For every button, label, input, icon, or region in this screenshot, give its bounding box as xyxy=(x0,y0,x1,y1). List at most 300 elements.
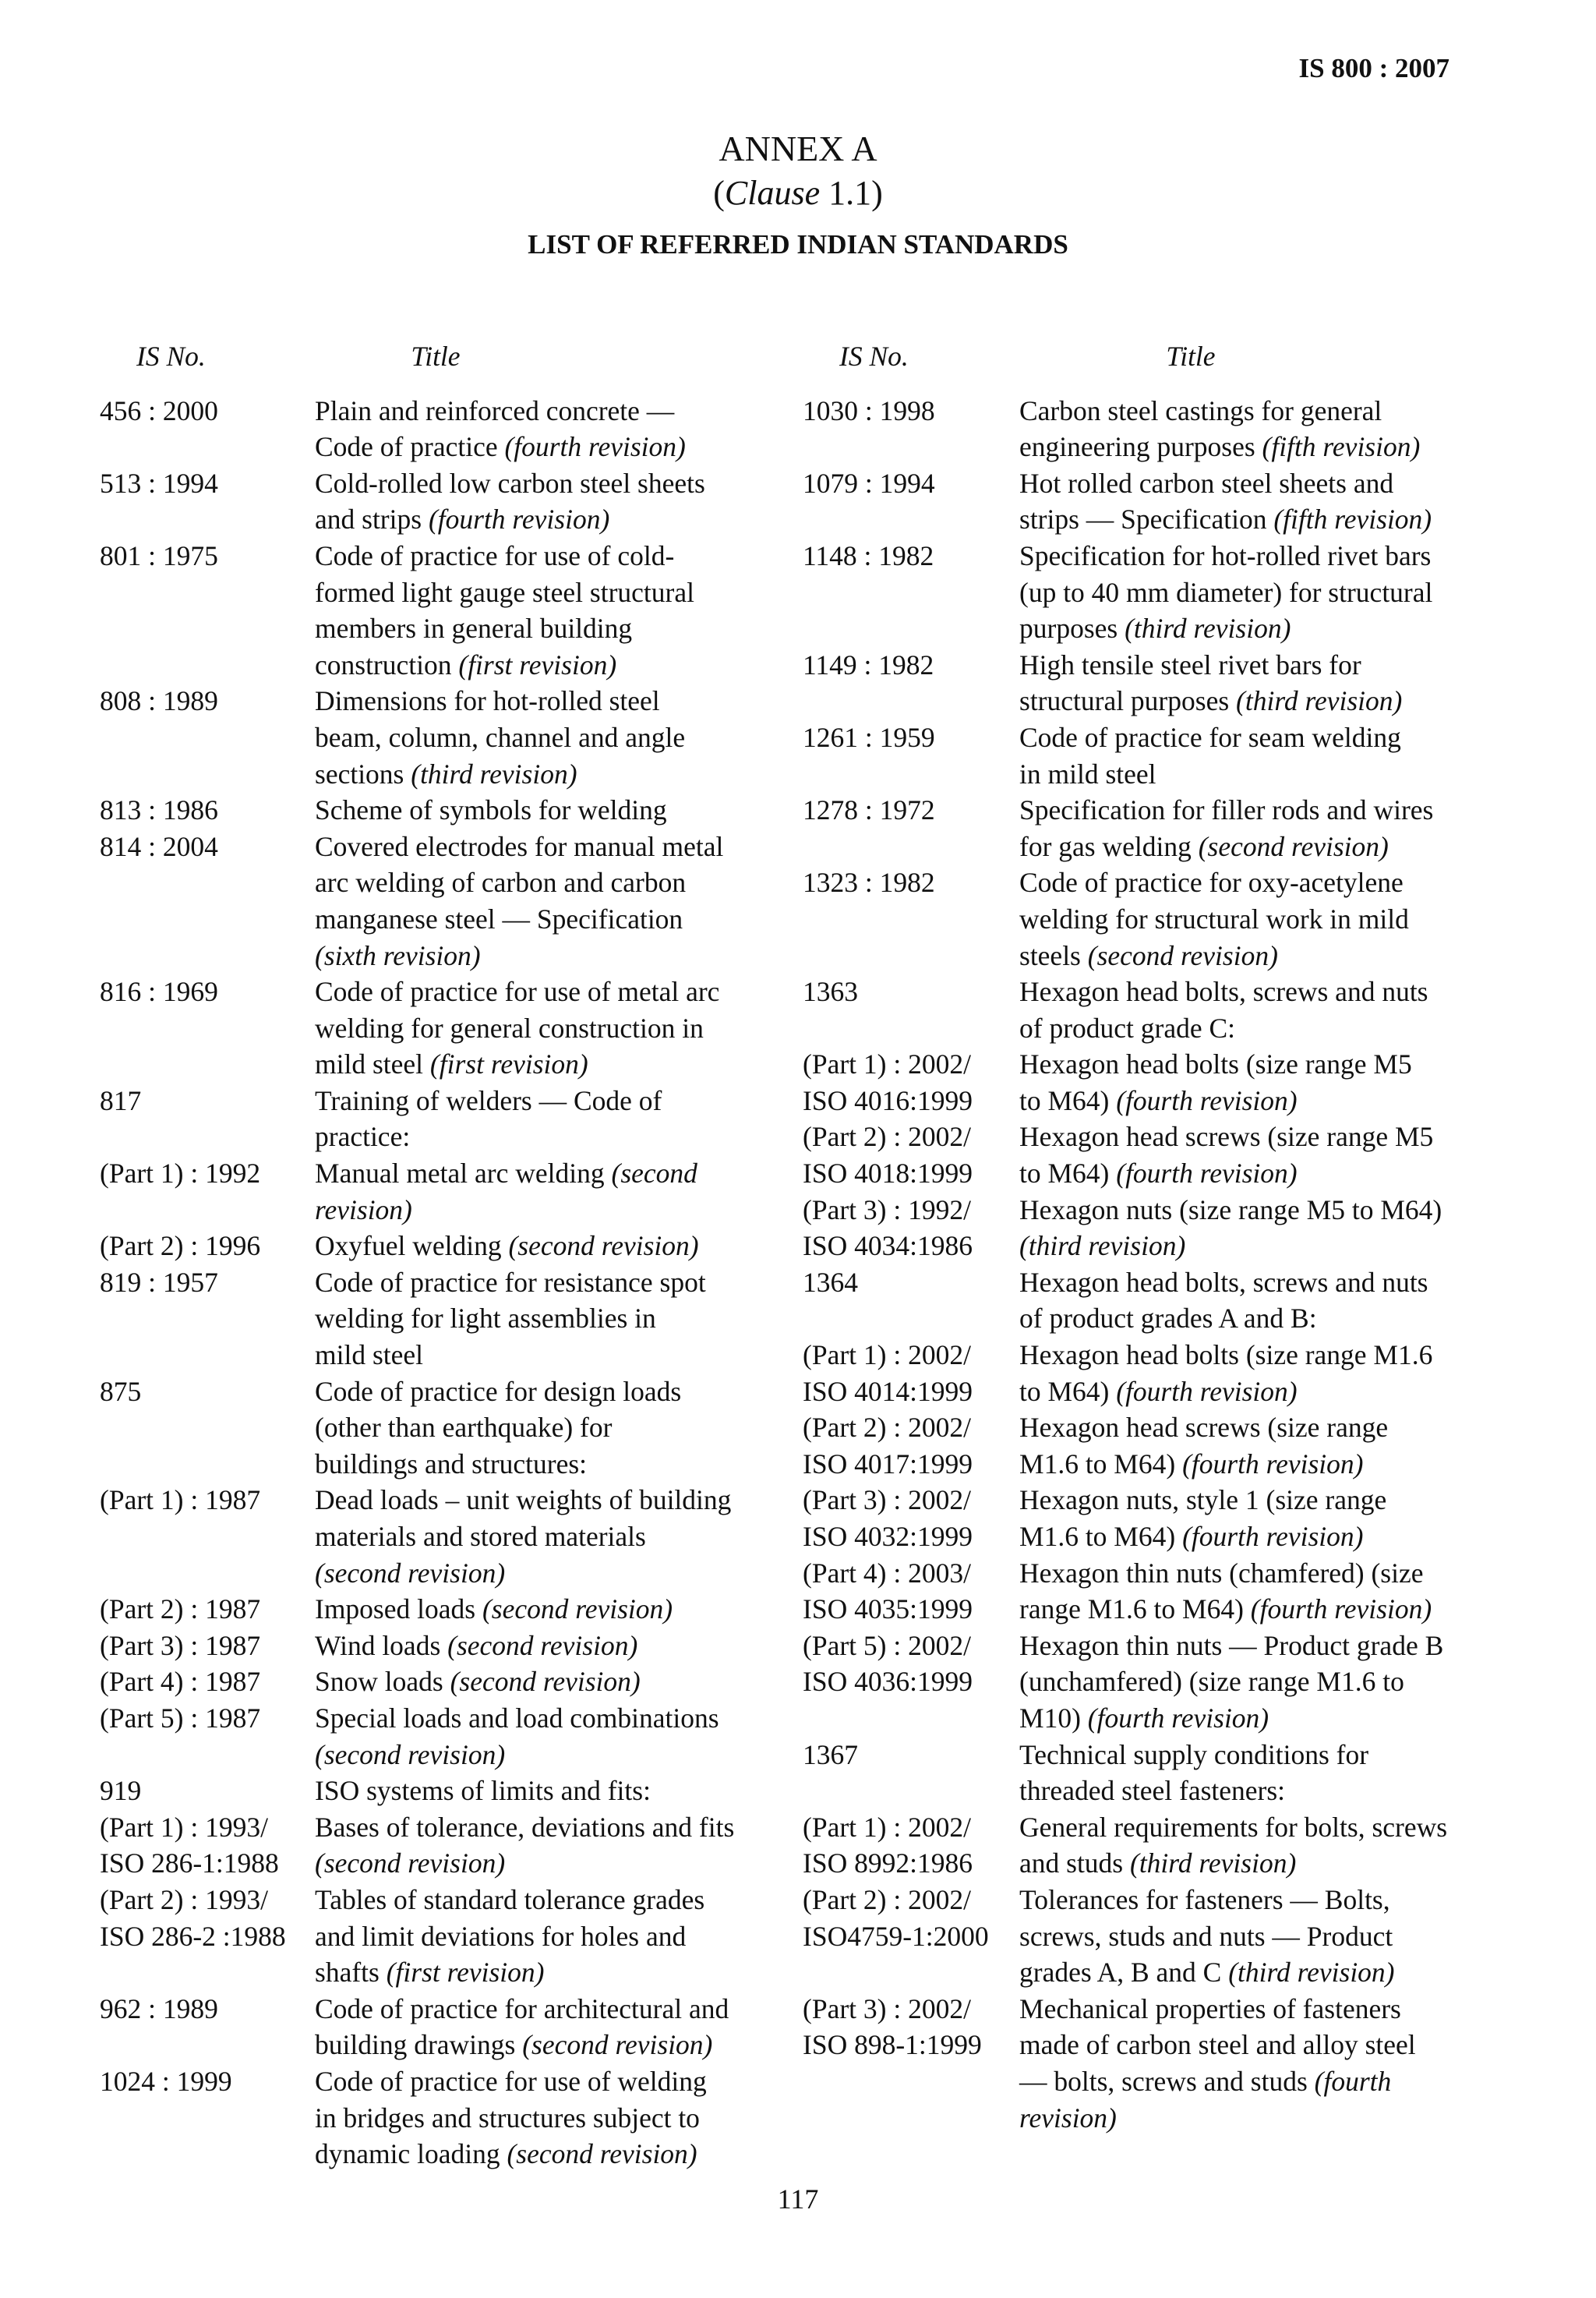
title-text: Code of practice for design loads xyxy=(315,1375,682,1407)
standard-line xyxy=(803,538,1462,574)
standard-title xyxy=(1019,901,1460,938)
is-number: (Part 3) : 2002/ xyxy=(803,1992,971,2024)
standard-title xyxy=(315,393,751,430)
standard-title xyxy=(315,756,751,793)
standard-line xyxy=(100,1482,759,1518)
is-number: 875 xyxy=(100,1375,142,1407)
title-text: to M64) xyxy=(1019,1375,1117,1407)
is-number: (Part 2) : 2002/ xyxy=(803,1412,971,1444)
standard-line xyxy=(803,792,1462,829)
revision-note: (third revision) xyxy=(1125,613,1291,645)
standard-title xyxy=(315,1010,751,1047)
title-text: screws, studs and nuts — Product xyxy=(1019,1920,1393,1952)
standard-title xyxy=(1019,574,1460,611)
standard-title xyxy=(315,2136,751,2172)
standard-title xyxy=(1019,1119,1460,1155)
is-number: 1278 : 1972 xyxy=(803,794,935,826)
is-number: ISO 4014:1999 xyxy=(803,1375,973,1407)
standard-line xyxy=(100,974,759,1010)
title-text: welding for general construction in xyxy=(315,1012,704,1044)
standard-line xyxy=(100,1446,759,1483)
is-number xyxy=(803,1773,1019,1809)
revision-note: (second revision) xyxy=(522,2029,713,2061)
title-text: made of carbon steel and alloy steel xyxy=(1019,2029,1416,2061)
is-number: 817 xyxy=(100,1084,142,1116)
title-text: Special loads and load combinations xyxy=(315,1702,719,1734)
is-number xyxy=(100,1337,315,1373)
is-number: (Part 2) : 1993/ xyxy=(100,1883,268,1915)
standard-line xyxy=(100,1228,759,1264)
is-number: ISO 4016:1999 xyxy=(803,1084,973,1116)
standard-line xyxy=(100,393,759,430)
standard-line xyxy=(100,1628,759,1664)
standard-title xyxy=(1019,1337,1460,1373)
title-text: (unchamfered) (size range M1.6 to xyxy=(1019,1666,1404,1698)
standard-title xyxy=(315,1991,751,2028)
clause-number: 1.1 xyxy=(828,174,872,212)
standard-line xyxy=(100,465,759,502)
standard-title xyxy=(1019,719,1460,756)
standard-title xyxy=(315,1083,751,1119)
standard-title xyxy=(315,1954,751,1991)
revision-note: (second revision) xyxy=(315,1557,506,1589)
standard-line xyxy=(100,1373,759,1410)
is-number: 1030 : 1998 xyxy=(803,394,935,426)
standard-line xyxy=(100,1918,759,1955)
title-text: practice: xyxy=(315,1121,411,1153)
is-number: 456 : 2000 xyxy=(100,394,218,426)
title-text: dynamic loading xyxy=(315,2138,507,2170)
title-header: Title xyxy=(411,341,461,372)
standard-title xyxy=(1019,1628,1460,1664)
document-code: IS 800 : 2007 xyxy=(1298,53,1449,83)
is-number xyxy=(803,429,1019,465)
right-standards-list xyxy=(803,393,1462,2137)
standard-title xyxy=(315,2027,751,2063)
is-number xyxy=(803,1954,1019,1991)
standard-line xyxy=(100,1663,759,1700)
standard-title xyxy=(1019,501,1460,538)
standard-title xyxy=(1019,1773,1460,1809)
revision-note: (third revision) xyxy=(1236,685,1403,717)
revision-note: (fourth revision) xyxy=(504,431,686,463)
standard-line xyxy=(803,974,1462,1010)
standard-title xyxy=(315,974,751,1010)
standard-title xyxy=(315,1228,751,1264)
revision-note: (second revision) xyxy=(1198,830,1389,862)
standard-title xyxy=(1019,1555,1460,1592)
revision-note: (first revision) xyxy=(429,1048,588,1080)
standard-line xyxy=(803,1119,1462,1155)
is-number: ISO 4035:1999 xyxy=(803,1593,973,1625)
standard-title xyxy=(1019,1482,1460,1518)
standard-title xyxy=(315,2063,751,2100)
standard-line xyxy=(100,1337,759,1373)
standard-title xyxy=(1019,1010,1460,1047)
standard-line xyxy=(803,1300,1462,1337)
standard-line xyxy=(100,574,759,611)
standard-line xyxy=(803,1555,1462,1592)
is-number xyxy=(803,683,1019,719)
is-number: 1261 : 1959 xyxy=(803,721,935,753)
title-text: and strips xyxy=(315,504,429,536)
is-number xyxy=(100,2027,315,2063)
title-text: in mild steel xyxy=(1019,758,1156,790)
standard-line xyxy=(100,429,759,465)
standard-title xyxy=(1019,393,1460,430)
is-number xyxy=(100,864,315,901)
revision-note: (first revision) xyxy=(386,1957,545,1989)
title-text: Imposed loads xyxy=(315,1593,482,1625)
standard-line xyxy=(803,864,1462,901)
title-text: Hot rolled carbon steel sheets and xyxy=(1019,467,1394,499)
revision-note: (third revision) xyxy=(1228,1957,1395,1989)
standard-line xyxy=(100,1555,759,1592)
standard-title xyxy=(1019,756,1460,793)
standard-title xyxy=(1019,2027,1460,2063)
is-number xyxy=(100,501,315,538)
is-number: (Part 1) : 2002/ xyxy=(803,1048,971,1080)
title-text: Code of practice for use of metal arc xyxy=(315,976,720,1008)
title-text: Specification for filler rods and wires xyxy=(1019,794,1434,826)
is-number xyxy=(803,1700,1019,1737)
title-text: of product grades A and B: xyxy=(1019,1303,1317,1335)
standard-line xyxy=(100,1264,759,1301)
standard-title xyxy=(1019,1192,1460,1229)
is-number: ISO 898-1:1999 xyxy=(803,2029,982,2061)
title-text: and limit deviations for holes and xyxy=(315,1920,687,1952)
is-number xyxy=(803,574,1019,611)
standard-title xyxy=(315,538,751,574)
is-number: (Part 3) : 1992/ xyxy=(803,1193,971,1225)
standard-title xyxy=(315,901,751,938)
is-number: 1363 xyxy=(803,976,858,1008)
title-text: Manual metal arc welding xyxy=(315,1158,612,1190)
title-text: engineering purposes xyxy=(1019,431,1262,463)
title-text: Code of practice for use of welding xyxy=(315,2065,707,2097)
is-number xyxy=(100,719,315,756)
revision-note: (fourth revision) xyxy=(1087,1702,1269,1734)
is-number xyxy=(100,1192,315,1229)
standard-line xyxy=(100,719,759,756)
title-text: Wind loads xyxy=(315,1629,448,1661)
title-text: Code of practice for architectural and xyxy=(315,1992,729,2024)
standard-line xyxy=(100,901,759,938)
title-text: Hexagon head bolts (size range M1.6 xyxy=(1019,1339,1433,1371)
standard-title xyxy=(1019,974,1460,1010)
standard-line xyxy=(803,1446,1462,1483)
is-number xyxy=(803,1300,1019,1337)
standard-title xyxy=(1019,1083,1460,1119)
standard-title xyxy=(315,501,751,538)
title-text: manganese steel — Specification xyxy=(315,903,683,935)
standard-title xyxy=(315,574,751,611)
is-number: ISO 4018:1999 xyxy=(803,1158,973,1190)
title-text: General requirements for bolts, screws xyxy=(1019,1811,1448,1843)
standard-title xyxy=(1019,1155,1460,1192)
title-text: Hexagon head screws (size range M5 xyxy=(1019,1121,1434,1153)
is-number: 801 : 1975 xyxy=(100,539,218,571)
standard-title xyxy=(1019,1518,1460,1555)
title-text: arc welding of carbon and carbon xyxy=(315,867,687,899)
standard-title xyxy=(315,1446,751,1483)
standard-line xyxy=(803,393,1462,430)
is-number xyxy=(100,1046,315,1083)
standard-line xyxy=(100,647,759,684)
revision-note: (fourth revision) xyxy=(1116,1084,1298,1116)
title-text: construction xyxy=(315,649,459,681)
is-number xyxy=(100,938,315,974)
standard-line xyxy=(100,2100,759,2137)
title-text: threaded steel fasteners: xyxy=(1019,1775,1286,1807)
title-text: steels xyxy=(1019,939,1088,971)
is-number xyxy=(803,501,1019,538)
revision-note: (fourth revision) xyxy=(428,504,610,536)
annex-clause-reference: (Clause 1.1) xyxy=(713,174,883,212)
page-number: 117 xyxy=(777,2183,819,2215)
standard-line xyxy=(803,501,1462,538)
is-number xyxy=(803,756,1019,793)
standard-line xyxy=(100,1083,759,1119)
title-text: mild steel xyxy=(315,1048,430,1080)
title-text: Code of practice for oxy-acetylene xyxy=(1019,867,1404,899)
standard-title xyxy=(315,1192,751,1229)
standard-title xyxy=(1019,1663,1460,1700)
revision-note: (fifth revision) xyxy=(1262,431,1421,463)
is-number xyxy=(100,1409,315,1446)
standard-line xyxy=(100,683,759,719)
standard-line xyxy=(803,1083,1462,1119)
standard-title xyxy=(315,1482,751,1518)
revision-note: (second xyxy=(611,1158,697,1190)
title-text: Code of practice xyxy=(315,431,505,463)
standard-line xyxy=(803,647,1462,684)
is-number xyxy=(100,756,315,793)
is-number xyxy=(100,1119,315,1155)
title-text: Snow loads xyxy=(315,1666,450,1698)
standard-line xyxy=(803,1809,1462,1846)
is-number xyxy=(803,901,1019,938)
title-text: building drawings xyxy=(315,2029,523,2061)
title-text: in bridges and structures subject to xyxy=(315,2102,700,2134)
title-text: and studs xyxy=(1019,1847,1130,1879)
title-text: Code of practice for use of cold- xyxy=(315,539,675,571)
standard-line xyxy=(803,574,1462,611)
standard-line xyxy=(100,1409,759,1446)
title-text: Tables of standard tolerance grades xyxy=(315,1883,705,1915)
is-number: 1024 : 1999 xyxy=(100,2065,232,2097)
is-no-header: IS No. xyxy=(136,341,206,372)
standard-line xyxy=(100,1737,759,1773)
standard-line xyxy=(803,683,1462,719)
is-number xyxy=(803,2063,1019,2100)
standard-title xyxy=(315,683,751,719)
revision-note: (second revision) xyxy=(508,1230,699,1262)
title-text: for gas welding xyxy=(1019,830,1199,862)
standard-line xyxy=(100,1954,759,1991)
is-number xyxy=(100,1300,315,1337)
standard-line xyxy=(100,1518,759,1555)
standard-line xyxy=(100,2136,759,2172)
standard-line xyxy=(803,1409,1462,1446)
revision-note: (third revision) xyxy=(1019,1230,1186,1262)
standard-line xyxy=(803,1373,1462,1410)
title-text: Hexagon thin nuts (chamfered) (size xyxy=(1019,1557,1424,1589)
standard-line xyxy=(803,1228,1462,1264)
standard-title xyxy=(315,1737,751,1773)
standard-line xyxy=(100,864,759,901)
is-number: (Part 4) : 1987 xyxy=(100,1666,261,1698)
is-number: (Part 1) : 2002/ xyxy=(803,1811,971,1843)
title-text: Mechanical properties of fasteners xyxy=(1019,1992,1401,2024)
is-number: (Part 1) : 2002/ xyxy=(803,1339,971,1371)
title-text: welding for structural work in mild xyxy=(1019,903,1409,935)
title-text: Training of welders — Code of xyxy=(315,1084,662,1116)
title-text: Hexagon thin nuts — Product grade B xyxy=(1019,1629,1444,1661)
standard-line xyxy=(100,610,759,647)
standard-title xyxy=(315,1518,751,1555)
title-text: Plain and reinforced concrete — xyxy=(315,394,675,426)
title-text: Hexagon head bolts (size range M5 xyxy=(1019,1048,1412,1080)
revision-note: (second revision) xyxy=(315,1847,506,1879)
is-number: (Part 2) : 2002/ xyxy=(803,1121,971,1153)
is-number xyxy=(100,1954,315,1991)
right-column-header xyxy=(803,338,1462,375)
standard-line xyxy=(803,1337,1462,1373)
is-number: (Part 1) : 1992 xyxy=(100,1158,261,1190)
is-number xyxy=(803,829,1019,865)
is-number: 513 : 1994 xyxy=(100,467,218,499)
standard-title xyxy=(1019,792,1460,829)
is-number xyxy=(803,2100,1019,2137)
standard-line xyxy=(803,1700,1462,1737)
is-number: 808 : 1989 xyxy=(100,685,218,717)
title-text: range M1.6 to M64) xyxy=(1019,1593,1251,1625)
title-text: — bolts, screws and studs xyxy=(1019,2065,1315,2097)
left-column xyxy=(100,338,759,2172)
standard-line xyxy=(803,2100,1462,2137)
standard-title xyxy=(315,1845,751,1882)
is-number: ISO 286-2 :1988 xyxy=(100,1920,286,1952)
is-number: (Part 2) : 1987 xyxy=(100,1593,261,1625)
standard-line xyxy=(803,429,1462,465)
title-text: to M64) xyxy=(1019,1158,1117,1190)
title-text: purposes xyxy=(1019,613,1125,645)
standard-line xyxy=(803,1882,1462,1918)
standard-line xyxy=(803,829,1462,865)
is-number: ISO 8992:1986 xyxy=(803,1847,973,1879)
is-number: ISO 4032:1999 xyxy=(803,1521,973,1552)
is-number: 819 : 1957 xyxy=(100,1266,218,1298)
title-text: M1.6 to M64) xyxy=(1019,1448,1183,1480)
revision-note: revision) xyxy=(315,1193,412,1225)
standard-title xyxy=(315,719,751,756)
revision-note: (third revision) xyxy=(411,758,577,790)
title-text: Carbon steel castings for general xyxy=(1019,394,1382,426)
standard-line xyxy=(803,1991,1462,2028)
standard-title xyxy=(1019,864,1460,901)
title-text: buildings and structures: xyxy=(315,1448,588,1480)
standard-line xyxy=(100,1991,759,2028)
standard-title xyxy=(315,1337,751,1373)
standard-line xyxy=(100,829,759,865)
is-number: 813 : 1986 xyxy=(100,794,218,826)
standard-title xyxy=(1019,1373,1460,1410)
standard-title xyxy=(315,792,751,829)
revision-note: (third revision) xyxy=(1130,1847,1297,1879)
standard-title xyxy=(1019,829,1460,865)
is-number: ISO 4036:1999 xyxy=(803,1666,973,1698)
standard-line xyxy=(803,1737,1462,1773)
standard-line xyxy=(100,1192,759,1229)
standard-line xyxy=(100,1046,759,1083)
revision-note: (fourth xyxy=(1314,2065,1392,2097)
standard-title xyxy=(315,429,751,465)
standard-title xyxy=(1019,2063,1460,2100)
standard-title xyxy=(315,864,751,901)
is-number xyxy=(100,1518,315,1555)
is-no-header: IS No. xyxy=(839,341,909,372)
standard-line xyxy=(803,756,1462,793)
is-number: (Part 3) : 1987 xyxy=(100,1629,261,1661)
title-text: ISO systems of limits and fits: xyxy=(315,1775,651,1807)
revision-note: revision) xyxy=(1019,2102,1117,2134)
is-number xyxy=(100,610,315,647)
standard-title xyxy=(1019,2100,1460,2137)
title-text: (other than earthquake) for xyxy=(315,1412,613,1444)
standard-line xyxy=(100,2063,759,2100)
is-number xyxy=(100,1010,315,1047)
is-number: (Part 5) : 2002/ xyxy=(803,1629,971,1661)
standard-line xyxy=(803,610,1462,647)
standard-title xyxy=(1019,1991,1460,2028)
standard-line xyxy=(100,501,759,538)
standard-title xyxy=(1019,1809,1460,1846)
title-text: sections xyxy=(315,758,411,790)
is-number: (Part 3) : 2002/ xyxy=(803,1484,971,1516)
revision-note: (second revision) xyxy=(507,2138,697,2170)
standard-title xyxy=(1019,647,1460,684)
standard-title xyxy=(315,1046,751,1083)
standard-line xyxy=(803,2063,1462,2100)
standard-title xyxy=(315,1373,751,1410)
list-heading: LIST OF REFERRED INDIAN STANDARDS xyxy=(528,229,1068,260)
is-number: 816 : 1969 xyxy=(100,976,218,1008)
standard-title xyxy=(315,1555,751,1592)
standard-line xyxy=(100,1010,759,1047)
standard-line xyxy=(100,938,759,974)
title-text: M10) xyxy=(1019,1702,1088,1734)
is-number: 1148 : 1982 xyxy=(803,539,934,571)
title-text: Code of practice for seam welding xyxy=(1019,721,1401,753)
standard-line xyxy=(803,1264,1462,1301)
is-number: 814 : 2004 xyxy=(100,830,218,862)
is-number: ISO 4034:1986 xyxy=(803,1230,973,1262)
title-text: Technical supply conditions for xyxy=(1019,1738,1369,1770)
is-number xyxy=(100,647,315,684)
revision-note: (fourth revision) xyxy=(1182,1521,1364,1552)
is-number xyxy=(100,2136,315,2172)
revision-note: (second revision) xyxy=(482,1593,673,1625)
title-text: Dead loads – unit weights of building xyxy=(315,1484,732,1516)
revision-note: (sixth revision) xyxy=(315,939,481,971)
title-header: Title xyxy=(1166,341,1216,372)
standard-title xyxy=(315,1409,751,1446)
revision-note: (first revision) xyxy=(458,649,617,681)
is-number: (Part 4) : 2003/ xyxy=(803,1557,971,1589)
left-column-header xyxy=(100,338,759,375)
title-text: Specification for hot-rolled rivet bars xyxy=(1019,539,1432,571)
